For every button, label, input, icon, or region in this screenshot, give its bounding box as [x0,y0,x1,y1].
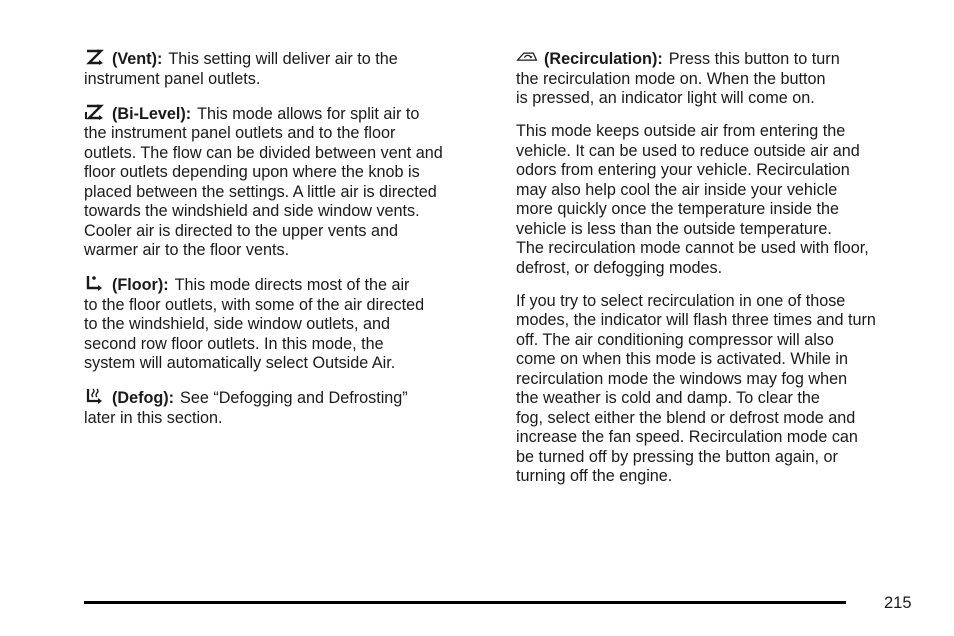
bi-level-mode-paragraph [84,103,486,261]
bi-level-mode-icon [84,103,106,121]
defog-mode-term: (Defog): [112,389,175,407]
vent-mode-term: (Vent): [112,50,163,68]
floor-mode-term: (Floor): [112,276,169,294]
recirculation-paragraph [516,48,920,109]
recirculation-fog-paragraph: If you try to select recirculation in one of those modes, the indicator will flash three times and turn off. The air conditioning compressor will also come on when this mode is activated. While in recirculation mode the windows may fog when the weather is cold and damp. To clear the fog, select either the blend or defrost mode and increase the fan speed. Recirculation mode can be turned off by pressing the button again, or turning off the engine. [516,291,876,485]
defog-mode-icon [84,387,106,405]
outside-air-paragraph: This mode keeps outside air from entering the vehicle. It can be used to reduce outside air and odors from entering your vehicle. Recirculation may also help cool the air inside your vehicle more quickly once the temperature inside the vehicle is less than the outside temperature. The recirculation mode cannot be used with floor, defrost, or defogging modes. [516,122,869,277]
vent-mode-text: This setting will deliver air to the instrument panel outlets. [84,50,398,88]
floor-mode-icon [84,274,106,292]
bi-level-mode-term: (Bi-Level): [112,104,192,123]
footer-rule [84,601,846,604]
defog-mode-paragraph [84,387,486,428]
bi-level-mode-text: This mode allows for split air to the instrument panel outlets and to the floor outlets. The flow can be divided between vent and floor outlets depending upon where the knob is placed between the settings. A little air is directed towards the windshield and side window vents. Cooler air is directed to the upper vents and warmer air to the floor vents. [84,104,443,259]
floor-mode-paragraph [84,274,486,374]
recirculation-icon [516,48,538,66]
left-column [84,48,486,442]
recirculation-term: (Recirculation): [544,50,663,68]
page-number: 215 [884,594,912,612]
vent-mode-paragraph [84,48,486,89]
vent-mode-icon [84,48,106,66]
floor-mode-text: This mode directs most of the air to the floor outlets, with some of the air directed to the windshield, side window outlets, and second row floor outlets. In this mode, the system will automatically select Outside Air. [84,276,425,372]
recirculation-text: Press this button to turn the recirculation mode on. When the button is pressed, an indicator light will come on. [516,50,840,107]
right-column [516,48,920,500]
defog-mode-text: See “Defogging and Defrosting” later in this section. [84,389,408,427]
